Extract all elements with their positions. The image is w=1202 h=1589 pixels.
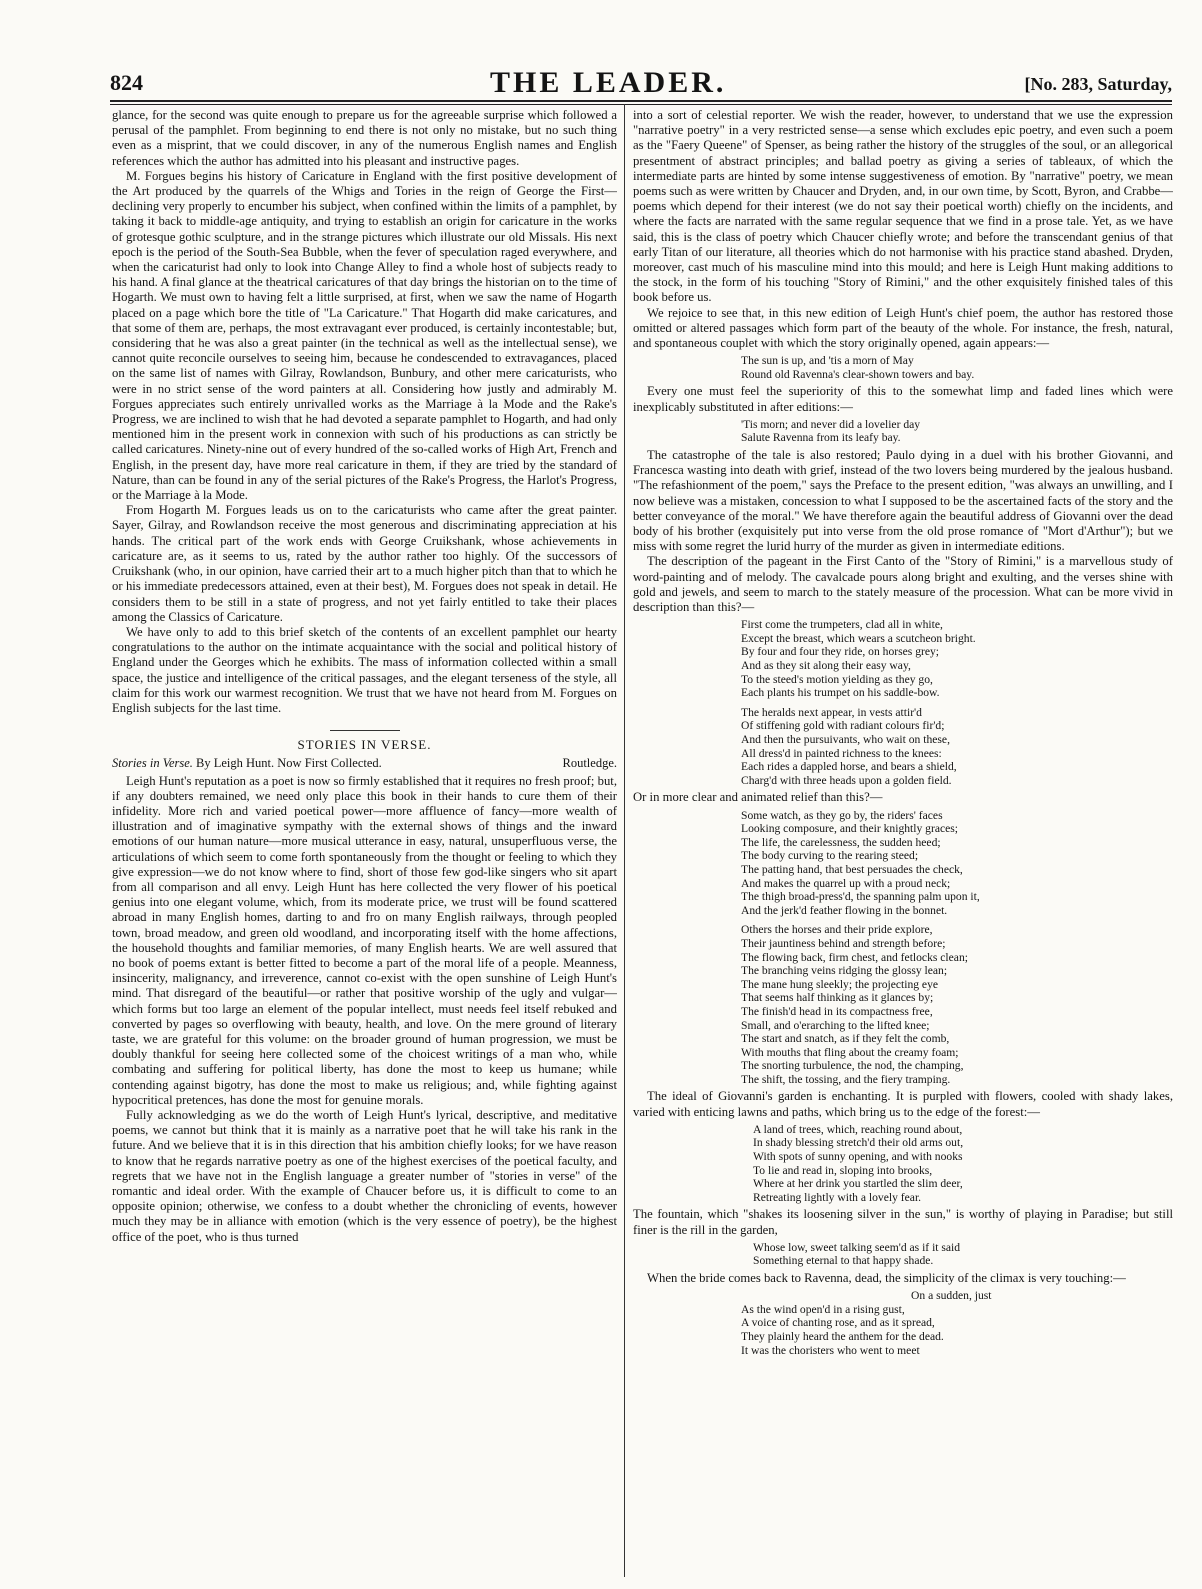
verse-line: The start and snatch, as if they felt the comb,: [741, 1032, 950, 1046]
verse-line: On a sudden, just: [911, 1289, 992, 1303]
section-title: STORIES IN VERSE.: [112, 730, 617, 752]
verse-block: [741, 418, 1173, 445]
paragraph: We rejoice to see that, in this new edition of Leigh Hunt's chief poem, the author has restored those omitted or altered passages which form part of the beauty of the whole. For instance, the fresh, natural, and spontaneous couplet with which the story originally opened, again appears:—: [633, 305, 1173, 351]
verse-line: They plainly heard the anthem for the dead.: [741, 1330, 944, 1344]
page-number: 824: [110, 70, 143, 95]
verse-line: To lie and read in, sloping into brooks,: [753, 1163, 933, 1177]
paragraph: The catastrophe of the tale is also restored; Paulo dying in a duel with his brother Giovanni, and Francesca wasting into death with grief, instead of the two lovers being murdered by the jealous husband. "The refashionment of the poem," says the Preface to the present edition, "was always an unwilling, and I now believe was a mistaken, concession to what I supposed to be the ascertained facts of the story and the better conveyance of the moral." We have therefore again the beautiful address of Giovanni over the dead body of his brother (exquisitely put into verse from the old prose romance of "Mort d'Arthur"); but we miss with some regret the lurid hurry of the murder as given in intermediate editions.: [633, 448, 1173, 554]
verse-line: With mouths that fling about the creamy foam;: [741, 1045, 959, 1059]
right-column: [633, 108, 1173, 1577]
verse-block: [741, 618, 1173, 787]
verse-line: Their jauntiness behind and strength before;: [741, 936, 946, 950]
verse-line: Each plants his trumpet on his saddle-bow.: [741, 686, 940, 700]
paragraph: The fountain, which "shakes its loosening silver in the sun," is worthy of playing in Paradise; but still finer is the rill in the garden,: [633, 1207, 1173, 1237]
book-title: Stories in Verse.: [112, 756, 193, 771]
verse-block: [741, 354, 1173, 381]
paragraph: When the bride comes back to Ravenna, dead, the simplicity of the climax is very touching:—: [647, 1271, 1126, 1286]
verse-line: The snorting turbulence, the nod, the champing,: [741, 1059, 964, 1073]
verse-line: As the wind open'd in a rising gust,: [741, 1302, 905, 1316]
verse-line: Where at her drink you startled the slim deer,: [753, 1177, 963, 1191]
verse-line: The mane hung sleekly; the projecting eye: [741, 977, 939, 991]
verse-line: The branching veins ridging the glossy lean;: [741, 964, 948, 978]
verse-block: [753, 1241, 1173, 1268]
verse-line: That seems half thinking as it glances by;: [741, 991, 934, 1005]
verse-line: A land of trees, which, reaching round about,: [753, 1122, 963, 1136]
verse-line: Salute Ravenna from its leafy bay.: [741, 431, 901, 445]
verse-line: The flowing back, firm chest, and fetlocks clean;: [741, 950, 968, 964]
paragraph: Fully acknowledging as we do the worth of Leigh Hunt's lyrical, descriptive, and meditative poems, we cannot but think that it is mainly as a narrative poet that he will take his rank in the future. And we believe that it is in this direction that his ambition chiefly looks; for we have reason to know that he regards narrative poetry as one of the highest exercises of the poetical faculty, and regrets that we have not in the English language a greater number of "stories in verse" of the romantic and ideal order. With the example of Chaucer before us, it is difficult to come to an opposite opinion; otherwise, we confess to a doubt whether the chronicling of events, however much they may be in alliance with emotion (which is the very essence of poetry), be the highest office of the poet, who is thus turned: [112, 1108, 617, 1244]
verse-line: Charg'd with three heads upon a golden field.: [741, 773, 952, 787]
paragraph: into a sort of celestial reporter. We wish the reader, however, to understand that we use the expression "narrative poetry" in a very restricted sense—a sense which excludes epic poetry, and even such a poem as the "Faery Queene" of Spenser, as being rather the history of the struggles of the soul, or an allegorical presentment of abstract principles; and ballad poetry as giving a series of tableaux, of which the intermediate parts are hinted by some intense suggestiveness of emotion. By "narrative" poetry, we mean poems such as were written by Chaucer and Dryden, and, in our own time, by Scott, Byron, and Crabbe—poems which depend for their interest (we do not say their poetical worth) chiefly on the incidents, and where the facts are narrated with the same regular sequence that we find in a prose tale. Yet, as we have said, this is the class of poetry which Chaucer chiefly wrote; and before the transcendant genius of that early Titan of our literature, all theories which do not harmonise with his practice stand abashed. Dryden, moreover, cast much of his masculine mind into this mould; and here is Leigh Hunt making additions to the stock, in the form of his touching "Story of Rimini," and the other exquisitely finished tales of this book before us.: [633, 108, 1173, 305]
header-rule: [110, 100, 1172, 102]
verse-line: And then the pursuivants, who wait on these,: [741, 733, 950, 747]
verse-line: Something eternal to that happy shade.: [753, 1254, 934, 1268]
verse-line: And as they sit along their easy way,: [741, 659, 911, 673]
verse-line: The body curving to the rearing steed;: [741, 849, 919, 863]
verse-line: The patting hand, that best persuades the check,: [741, 862, 963, 876]
book-publisher: Routledge.: [562, 756, 617, 771]
paragraph: The ideal of Giovanni's garden is enchanting. It is purpled with flowers, cooled with shady lakes, varied with enticing lawns and paths, which bring us to the edge of the forest:—: [633, 1089, 1173, 1119]
paragraph: Leigh Hunt's reputation as a poet is now so firmly established that it requires no fresh proof; but, if any doubters remained, we need only place this book in their hands to cure them of their infidelity. More rich and varied poetical power—more affluence of fancy—more wealth of illustration and of imaginative sympathy with the external shows of things and the inward emotions of our human nature—more musical utterance in easy, natural, unsuperfluous verse, the articulations of which seem to come forth spontaneously from the thought or feeling to which they give expression—we do not know where to find, short of those few god-like singers who sit apart from all comparison and all envy. Leigh Hunt has here collected the very flower of his poetical genius into one elegant volume, which, from its moderate price, we trust will be found scattered abroad in many English homes, darting to and fro on many English railways, through peopled town, broad meadow, and green old woodland, and incorporating itself with the home affections, the household thoughts and familiar memories, of many English hearts. We are well assured that no book of poems extant is better fitted to become a part of the moral life of a people. Meanness, insincerity, malignancy, and irreverence, cannot co-exist with the open sunshine of Leigh Hunt's mind. That disregard of the beautiful—or rather that positive worship of the ugly and vulgar—which forms but too large an element of the popular intellect, must needs feel itself rebuked and converted by pages so overflowing with beauty, health, and love. On the mere ground of literary taste, we are grateful for this volume: on the broader ground of human progression, we must be doubly thankful for seeing here collected some of the choicest writings of a man who, while combating and suffering for political liberty, has done the most to keep us humane; while contending against bigotry, has done the most to make us religious; and, while fighting against hypocritical pretences, has done the most for genuine morals.: [112, 773, 617, 1107]
verse-line: The thigh broad-press'd, the spanning palm upon it,: [741, 890, 980, 904]
verse-line: Whose low, sweet talking seem'd as if it said: [753, 1240, 961, 1254]
paragraph: glance, for the second was quite enough to prepare us for the agreeable surprise which followed a perusal of the pamphlet. From beginning to end there is not only no mistake, but no such thing even as a misprint, that we could discover, in any of the numerous English names and English references which the author has admitted into his pleasant and instructive pages.: [112, 108, 617, 168]
verse-line: First come the trumpeters, clad all in white,: [741, 618, 943, 632]
verse-line: And the jerk'd feather flowing in the bonnet.: [741, 903, 948, 917]
verse-line: And makes the quarrel up with a proud neck;: [741, 876, 951, 890]
verse-line: To the steed's motion yielding as they go,: [741, 672, 933, 686]
paragraph: Or in more clear and animated relief than this?—: [633, 790, 883, 805]
issue-info: [No. 283, Saturday,: [1024, 74, 1172, 94]
verse-line: By four and four they ride, on horses grey;: [741, 645, 940, 659]
verse-line: With spots of sunny opening, and with nooks: [753, 1150, 963, 1164]
verse-line: Looking composure, and their knightly graces;: [741, 822, 959, 836]
verse-line: The sun is up, and 'tis a morn of May: [741, 354, 914, 368]
header-rule-thin: [110, 104, 1172, 105]
verse-line: The life, the carelessness, the sudden heed;: [741, 835, 941, 849]
verse-line: All dress'd in painted richness to the knees:: [741, 746, 942, 760]
verse-block: [753, 1123, 1173, 1205]
paragraph: Every one must feel the superiority of this to the somewhat limp and faded lines which were inexplicably substituted in after editions:—: [633, 384, 1173, 414]
verse-line: The shift, the tossing, and the fiery tramping.: [741, 1072, 951, 1086]
verse-line: Round old Ravenna's clear-shown towers and bay.: [741, 367, 975, 381]
column-divider: [624, 104, 625, 1577]
verse-line: Each rides a dappled horse, and bears a shield,: [741, 760, 957, 774]
verse-line: A voice of chanting rose, and as it spread,: [741, 1316, 935, 1330]
book-author: By Leigh Hunt. Now First Collected.: [196, 756, 382, 771]
verse-line: Except the breast, which wears a scutcheon bright.: [741, 631, 976, 645]
verse-line: Retreating lightly with a lovely fear.: [753, 1190, 922, 1204]
verse-line: Some watch, as they go by, the riders' faces: [741, 808, 943, 822]
verse-block: [741, 1289, 1173, 1357]
verse-line: In shady blessing stretch'd their old arms out,: [753, 1136, 964, 1150]
masthead: THE LEADER.: [490, 66, 727, 99]
left-column: [112, 108, 617, 1577]
verse-line: It was the choristers who went to meet: [741, 1343, 920, 1357]
paragraph: M. Forgues begins his history of Caricature in England with the first positive development of the Art produced by the quarrels of the Whigs and Tories in the reign of George the First—declining very properly to encumber his subject, when confined within the limits of a pamphlet, by taking it back to middle-age antiquity, and trying to establish an origin for caricature in the works of grotesque gothic sculpture, and in the strange pictures which illustrate our old Missals. His next epoch is the period of the South-Sea Bubble, when the fever of speculation raged everywhere, and when the caricaturist had only to look into Change Alley to find a whole host of subjects ready to his hand. A final glance at the theatrical caricatures of that day brings the historian on to the time of Hogarth. We must own to having felt a little surprised, at first, when we saw the name of Hogarth placed on a page which bore the title of "La Caricature." That Hogarth did make caricatures, and that some of them are, perhaps, the most extravagant ever produced, is certainly incontestable; but, considering that he was also a great painter (in the technical as well as the intellectual sense), we cannot quite reconcile ourselves to seeing him, because he condescended to extravagances, placed on the same list of names with Gilray, Rowlandson, Bunbury, and other mere caricaturists, who were in no strict sense of the word painters at all. Considering how justly and admirably M. Forgues appreciates such entirely unrivalled works as the Marriage à la Mode and the Rake's Progress, we are inclined to wish that he had devoted a separate pamphlet to Hogarth, and had only mentioned him in the present work in connexion with such of his productions as can strictly be called caricatures. Ninety-nine out of every hundred of the so-called works of High Art, French and English, in the present day, have more real caricature in them, if they are tried by the standard of Nature, than can be found in any of the serial pictures of the Rake's Progress, the Harlot's Progress, or the Marriage à la Mode.: [112, 168, 617, 503]
verse-line: Of stiffening gold with radiant colours fir'd;: [741, 719, 945, 733]
verse-line: Small, and o'erarching to the lifted knee;: [741, 1018, 930, 1032]
page-header: [110, 66, 1172, 100]
verse-block: [741, 809, 1173, 1087]
paragraph: We have only to add to this brief sketch of the contents of an excellent pamphlet our hearty congratulations to the author on the intimate acquaintance with the social and political history of England under the Georges which he exhibits. The mass of information collected within a small space, the justice and intelligence of the critical passages, and the elegant terseness of the style, all claim for this work our warmest recognition. We trust that we have not heard from M. Forgues on English subjects for the last time.: [112, 624, 617, 715]
book-meta: [112, 756, 617, 771]
paragraph: From Hogarth M. Forgues leads us on to the caricaturists who came after the great painter. Sayer, Gilray, and Rowlandson receive the most generous and discriminating appreciation at his hands. The critical part of the work ends with George Cruikshank, whose achievements in caricature are, as it seems to us, rated by the author rather too highly. Of the successors of Cruikshank (who, in our opinion, have carried their art to a much higher pitch than that to which he or his immediate predecessors attained, even at their best), M. Forgues does not speak in detail. He considers them to be still in a state of progress, and not yet fairly entitled to take their places among the Classics of Caricature.: [112, 503, 617, 624]
paragraph: The description of the pageant in the First Canto of the "Story of Rimini," is a marvellous study of word-painting and of melody. The cavalcade pours along bright and exulting, and the verses shine with gold and jewels, and seem to march to the stately measure of the procession. What can be more vivid in description than this?—: [633, 554, 1173, 615]
verse-line: The finish'd head in its compactness free,: [741, 1004, 933, 1018]
verse-line: 'Tis morn; and never did a lovelier day: [741, 417, 921, 431]
verse-line: Others the horses and their pride explore,: [741, 923, 933, 937]
verse-line: The heralds next appear, in vests attir'd: [741, 705, 922, 719]
